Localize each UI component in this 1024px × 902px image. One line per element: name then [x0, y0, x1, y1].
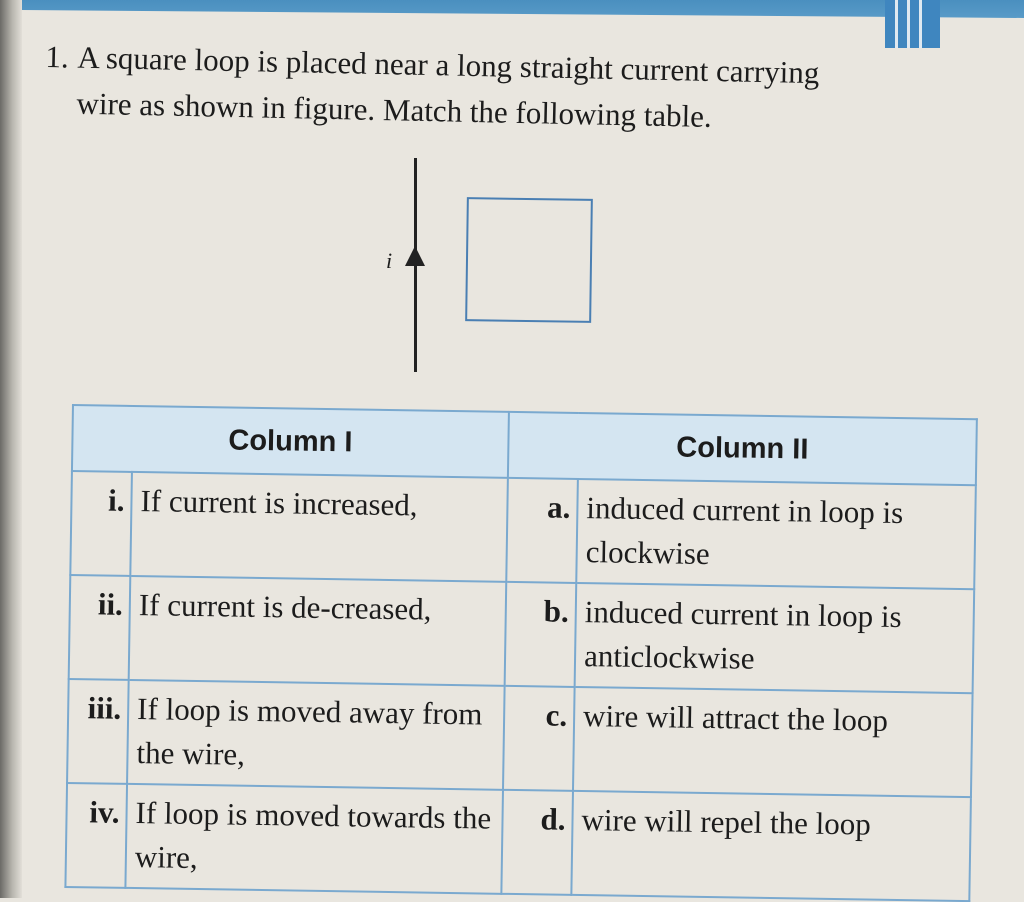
column-1-cell: If loop is moved away from the wire,: [127, 680, 505, 790]
question-line-1: 1. A square loop is placed near a long straight current carrying: [45, 34, 986, 100]
current-arrow-icon: [405, 246, 425, 266]
column-2-cell: wire will attract the loop: [573, 687, 973, 797]
option-letter: d.: [501, 790, 573, 895]
header-decoration-block: [885, 0, 940, 48]
row-index: iv.: [65, 783, 127, 888]
question-text: [44, 34, 986, 146]
square-loop: [465, 197, 593, 323]
column-1-header: Column I: [72, 405, 509, 478]
column-2-cell: induced current in loop is anticlockwise: [575, 583, 975, 693]
question-line-2: wire as shown in figure. Match the following table.: [76, 85, 713, 134]
column-1-cell: If current is de-creased,: [129, 576, 507, 686]
row-index: i.: [70, 471, 132, 576]
question-number: 1.: [45, 38, 70, 75]
option-letter: c.: [503, 686, 575, 791]
option-letter: b.: [505, 582, 577, 687]
table-row: [67, 679, 973, 797]
column-1-cell: If current is increased,: [130, 472, 508, 582]
option-letter: a.: [506, 478, 578, 583]
header-decoration-band: [22, 0, 1024, 40]
column-1-cell: If loop is moved towards the wire,: [125, 784, 503, 894]
row-index: iii.: [67, 679, 129, 784]
current-label: i: [386, 248, 393, 273]
column-2-cell: induced current in loop is clockwise: [576, 479, 976, 589]
wire-loop-figure: [370, 150, 610, 380]
table-row: [70, 471, 976, 589]
page-binding-edge: [0, 0, 22, 898]
row-index: ii.: [69, 575, 131, 680]
match-table: [64, 404, 977, 902]
column-2-header: Column II: [508, 412, 977, 485]
table-row: [69, 575, 975, 693]
column-2-cell: wire will repel the loop: [571, 791, 971, 901]
table-row: [65, 783, 971, 901]
